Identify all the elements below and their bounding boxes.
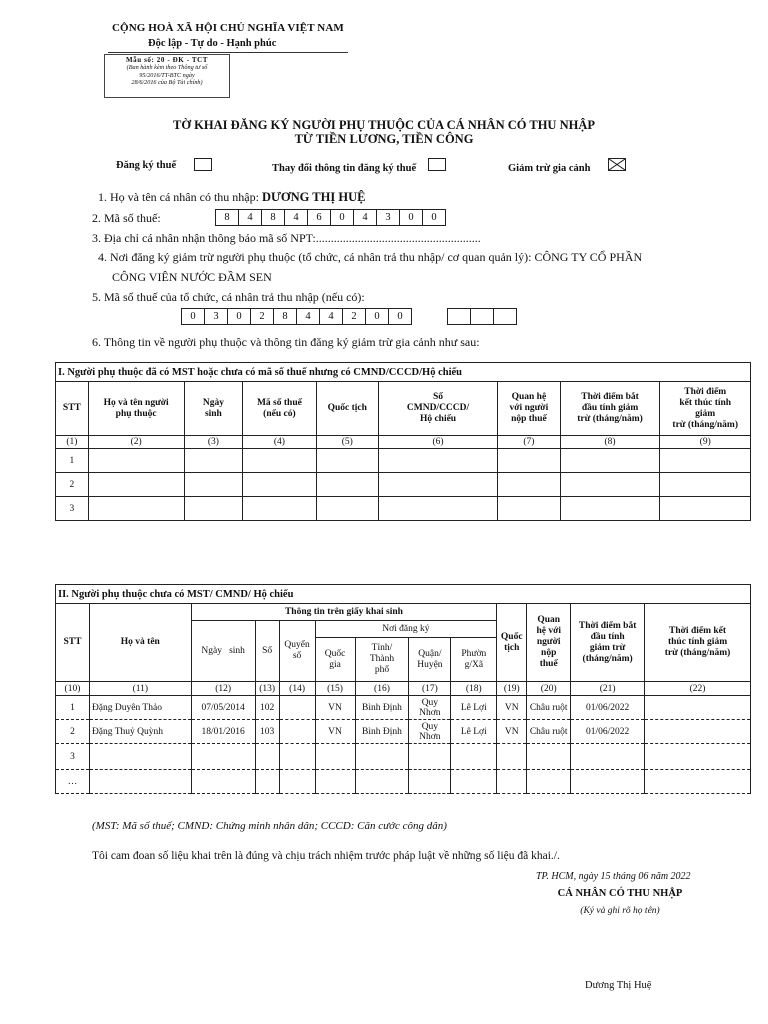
form-issued-line: 95/2016/TT-BTC ngày xyxy=(139,71,195,79)
cell-nationality: VN xyxy=(497,696,527,720)
col-number: (22) xyxy=(645,682,751,696)
digit-box: 8 xyxy=(215,209,239,226)
col-header-nationality: Quốc tịch xyxy=(497,604,527,682)
col-header-dob: Ngày sinh xyxy=(184,382,243,436)
digit-box: 2 xyxy=(250,308,274,325)
cell-number: 103 xyxy=(255,720,279,744)
cell-start: 01/06/2022 xyxy=(571,720,645,744)
tax-code-digits xyxy=(216,209,446,226)
form-code: Mẫu số: 20 - ĐK - TCT xyxy=(125,56,209,64)
col-number: (21) xyxy=(571,682,645,696)
col-header-book: Quyển số xyxy=(279,621,315,682)
digit-box: 0 xyxy=(399,209,423,226)
form-title: TỜ KHAI ĐĂNG KÝ NGƯỜI PHỤ THUỘC CỦA CÁ NHÂN CÓ THU NHẬP xyxy=(172,118,595,132)
digit-box: 6 xyxy=(307,209,331,226)
col-number: (5) xyxy=(316,436,378,449)
national-title: CỘNG HOÀ XÃ HỘI CHỦ NGHĨA VIỆT NAM xyxy=(112,22,344,34)
digit-box xyxy=(447,308,471,325)
form-issued-line: 28/6/2016 của Bộ Tài chính) xyxy=(131,79,203,87)
cell-district: Quy Nhơn xyxy=(409,696,451,720)
cell-end xyxy=(645,720,751,744)
cell-district: Quy Nhơn xyxy=(409,720,451,744)
table-row xyxy=(56,497,751,521)
cell-end xyxy=(645,696,751,720)
option-change-checkbox[interactable] xyxy=(428,158,446,171)
cell-name: Đặng Thuỷ Quỳnh xyxy=(89,720,191,744)
col-number: (6) xyxy=(378,436,497,449)
cell-stt: … xyxy=(56,770,90,794)
col-number: (7) xyxy=(498,436,561,449)
section2-title: II. Người phụ thuộc chưa có MST/ CMND/ Hộ chiếu xyxy=(56,585,751,604)
table-row xyxy=(56,744,751,770)
cell-stt: 3 xyxy=(56,744,90,770)
col-number: (4) xyxy=(243,436,316,449)
col-header-nationality: Quốc tịch xyxy=(316,382,378,436)
cell-book xyxy=(279,720,315,744)
payer-tax-code-digits xyxy=(182,308,412,325)
signer-name: Dương Thị Huệ xyxy=(585,980,652,991)
col-number: (2) xyxy=(88,436,184,449)
col-header-stt: STT xyxy=(56,604,90,682)
cell-dob: 07/05/2014 xyxy=(191,696,255,720)
col-header-relationship: Quan hệ với người nộp thuế xyxy=(527,604,571,682)
cell-dob: 18/01/2016 xyxy=(191,720,255,744)
digit-box: 4 xyxy=(238,209,262,226)
col-number: (3) xyxy=(184,436,243,449)
digit-box xyxy=(470,308,494,325)
col-header-number: Số xyxy=(255,621,279,682)
digit-box: 4 xyxy=(319,308,343,325)
col-header-name: Họ và tên người phụ thuộc xyxy=(88,382,184,436)
signer-title: CÁ NHÂN CÓ THU NHẬP xyxy=(557,888,683,899)
cell-country: VN xyxy=(315,696,355,720)
header-divider xyxy=(108,52,348,53)
col-header-end: Thời điểm kết thúc tính giảm trừ (tháng/năm) xyxy=(645,604,751,682)
digit-box: 0 xyxy=(422,209,446,226)
cell-province: Bình Định xyxy=(355,696,409,720)
cell-province: Bình Định xyxy=(355,720,409,744)
section1-title: I. Người phụ thuộc đã có MST hoặc chưa có mã số thuế nhưng có CMND/CCCD/Hộ chiếu xyxy=(56,363,751,382)
digit-box: 0 xyxy=(330,209,354,226)
col-header-district: Quận/ Huyện xyxy=(409,638,451,682)
digit-box: 4 xyxy=(284,209,308,226)
taxpayer-name-value: DƯƠNG THỊ HUỆ xyxy=(261,190,366,204)
row-stt: 2 xyxy=(56,473,89,497)
col-header-birth-info: Thông tin trên giấy khai sinh xyxy=(191,604,497,621)
col-header-reg-place: Nơi đăng ký xyxy=(315,621,497,638)
cell-stt: 2 xyxy=(56,720,90,744)
col-number: (16) xyxy=(355,682,409,696)
sign-date: TP. HCM, ngày 15 tháng 06 năm 2022 xyxy=(536,871,691,882)
digit-box: 0 xyxy=(181,308,205,325)
table-row xyxy=(56,473,751,497)
national-motto: Độc lập - Tự do - Hạnh phúc xyxy=(148,38,277,49)
field-tax-code-label: 2. Mã số thuế: xyxy=(92,211,161,225)
col-number: (13) xyxy=(255,682,279,696)
col-number: (1) xyxy=(56,436,89,449)
col-header-name: Họ và tên xyxy=(89,604,191,682)
field-payer-tax-code-label: 5. Mã số thuế của tổ chức, cá nhân trả thu nhập (nếu có): xyxy=(92,290,365,304)
row-stt: 3 xyxy=(56,497,89,521)
cell-ward: Lê Lợi xyxy=(451,696,497,720)
cell-relationship: Châu ruột xyxy=(527,696,571,720)
registration-place-value: CÔNG TY CỔ PHẦN xyxy=(534,250,643,264)
col-header-end: Thời điểm kết thúc tính giảm trừ (tháng/năm) xyxy=(660,382,751,436)
digit-box: 0 xyxy=(365,308,389,325)
digit-box: 4 xyxy=(296,308,320,325)
col-number: (18) xyxy=(451,682,497,696)
col-header-dob: Ngày sinh xyxy=(191,621,255,682)
check-x-icon xyxy=(609,159,625,170)
col-number: (20) xyxy=(527,682,571,696)
table-row xyxy=(56,720,751,744)
commitment-text: Tôi cam đoan số liệu khai trên là đúng và chịu trách nhiệm trước pháp luật về những số liệu đã khai./. xyxy=(92,850,560,862)
digit-box xyxy=(493,308,517,325)
col-header-province: Tỉnh/ Thành phố xyxy=(355,638,409,682)
table-row xyxy=(56,770,751,794)
digit-box: 0 xyxy=(227,308,251,325)
col-header-relationship: Quan hệ với người nộp thuế xyxy=(498,382,561,436)
form-issued-line: (Ban hành kèm theo Thông tư số xyxy=(126,64,208,72)
section2-table xyxy=(55,584,751,794)
col-header-ward: Phườn g/Xã xyxy=(451,638,497,682)
field-label: 4. Nơi đăng ký giảm trừ người phụ thuộc (tổ chức, cá nhân trả thu nhập/ cơ quan quản lý): xyxy=(98,250,532,264)
col-header-stt: STT xyxy=(56,382,89,436)
digit-box: 8 xyxy=(273,308,297,325)
form-code-box xyxy=(104,54,230,98)
cell-name: Đặng Duyên Thảo xyxy=(89,696,191,720)
col-number-row xyxy=(56,682,751,696)
option-register-checkbox[interactable] xyxy=(194,158,212,171)
col-header-country: Quốc gia xyxy=(315,638,355,682)
digit-box: 0 xyxy=(388,308,412,325)
col-number: (17) xyxy=(409,682,451,696)
abbreviation-note: (MST: Mã số thuế; CMND: Chứng minh nhân dân; CCCD: Căn cước công dân) xyxy=(92,820,447,832)
digit-box: 4 xyxy=(353,209,377,226)
col-number: (15) xyxy=(315,682,355,696)
row-stt: 1 xyxy=(56,449,89,473)
col-number: (10) xyxy=(56,682,90,696)
field-label: 1. Họ và tên cá nhân có thu nhập: xyxy=(98,190,259,204)
col-header-id: Số CMND/CCCD/ Hộ chiếu xyxy=(378,382,497,436)
digit-box: 3 xyxy=(204,308,228,325)
field-notice-address: 3. Địa chỉ cá nhân nhận thông báo mã số NPT:....................................................... xyxy=(92,231,481,245)
section1-table xyxy=(55,362,751,521)
col-header-start: Thời điểm bắt đầu tính giảm trừ (tháng/năm) xyxy=(571,604,645,682)
col-number: (14) xyxy=(279,682,315,696)
cell-ward: Lê Lợi xyxy=(451,720,497,744)
option-change-label: Thay đổi thông tin đăng ký thuế xyxy=(272,163,417,174)
col-number: (12) xyxy=(191,682,255,696)
option-deduction-checkbox[interactable] xyxy=(608,158,626,171)
digit-box: 2 xyxy=(342,308,366,325)
table-row xyxy=(56,696,751,720)
col-number: (8) xyxy=(560,436,660,449)
cell-number: 102 xyxy=(255,696,279,720)
digit-box: 3 xyxy=(376,209,400,226)
field-dependent-info: 6. Thông tin về người phụ thuộc và thông tin đăng ký giảm trừ gia cảnh như sau: xyxy=(92,335,480,349)
field-taxpayer-name xyxy=(98,190,365,205)
digit-box: 8 xyxy=(261,209,285,226)
cell-nationality: VN xyxy=(497,720,527,744)
cell-start: 01/06/2022 xyxy=(571,696,645,720)
option-register-label: Đăng ký thuế xyxy=(116,160,177,171)
table-row xyxy=(56,449,751,473)
field-registration-place xyxy=(98,250,642,265)
cell-stt: 1 xyxy=(56,696,90,720)
col-number: (11) xyxy=(89,682,191,696)
registration-place-value-2: CÔNG VIÊN NƯỚC ĐẦM SEN xyxy=(112,270,272,284)
col-number: (19) xyxy=(497,682,527,696)
col-number-row xyxy=(56,436,751,449)
col-header-tax-code: Mã số thuế (nếu có) xyxy=(243,382,316,436)
payer-tax-code-branch-digits xyxy=(448,308,517,325)
sign-instruction: (Ký và ghi rõ họ tên) xyxy=(580,906,660,916)
option-deduction-label: Giảm trừ gia cảnh xyxy=(508,163,591,174)
cell-relationship: Châu ruột xyxy=(527,720,571,744)
cell-country: VN xyxy=(315,720,355,744)
form-subtitle: TỪ TIỀN LƯƠNG, TIỀN CÔNG xyxy=(294,132,474,146)
cell-book xyxy=(279,696,315,720)
col-number: (9) xyxy=(660,436,751,449)
col-header-start: Thời điểm bắt đầu tính giảm trừ (tháng/năm) xyxy=(560,382,660,436)
